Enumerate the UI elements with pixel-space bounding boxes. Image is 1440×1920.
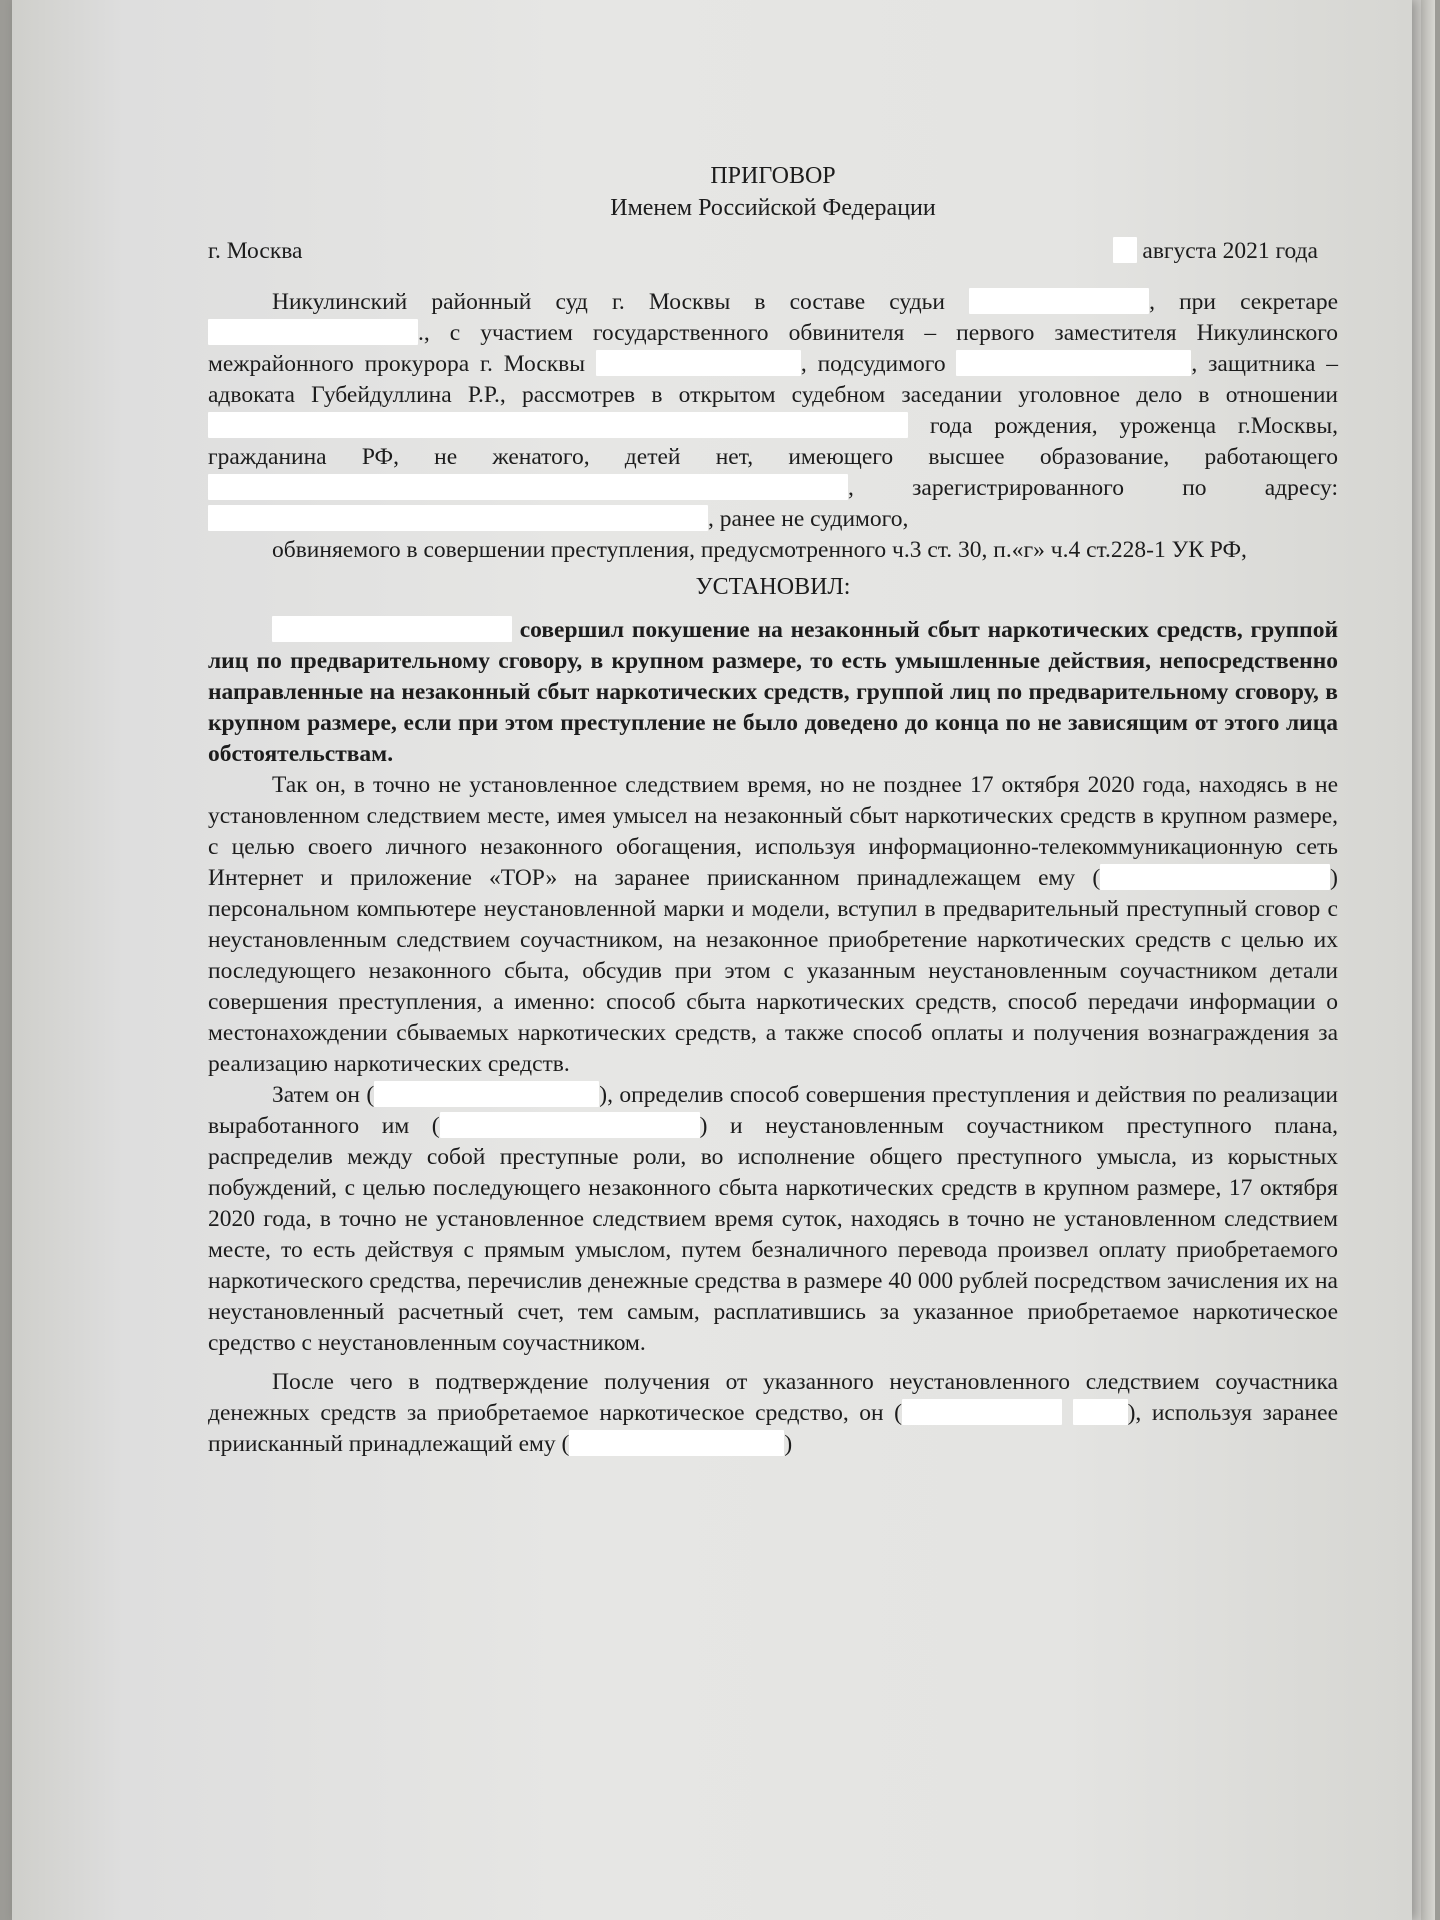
- paragraph-text: Так он, в точно не установленное следствием время, но не позднее 17 октября 2020 года, находясь в не установленном следствием месте, имея умысел на незаконный сбыт наркотических средств в крупном размере, с целью своего личного незаконного обогащения, используя информационно-телекоммуникационную сеть Интернет и приложение «ТОР» на заранее приисканном принадлежащем ему (: [208, 772, 1338, 891]
- redaction: [374, 1081, 599, 1107]
- intro-text: ., с участием государственного обвинителя – первого заместителя Никулинского межрайонного прокурора г. Москвы: [208, 320, 1338, 377]
- intro-text: Никулинский районный суд г. Москвы в составе судьи: [272, 289, 945, 315]
- document-title: ПРИГОВОР: [710, 163, 836, 189]
- city: г. Москва: [208, 238, 303, 264]
- intro-text: года рождения, уроженца г.Москвы, гражданина РФ, не женатого, детей нет, имеющего высшее образование, работающего: [208, 413, 1339, 470]
- intro-text: , защитника – адвоката Губейдуллина Р.Р., рассмотрев в открытом судебном заседании уголовное дело в отношении: [208, 351, 1338, 408]
- redaction: [208, 319, 418, 345]
- paragraph-text: После чего в подтверждение получения от указанного неустановленного следствием соучастника денежных средств за приобретаемое наркотическое средство, он (: [208, 1369, 1338, 1426]
- redaction: [272, 616, 512, 642]
- paragraph-text: ), используя заранее приисканный принадлежащий ему (: [208, 1400, 1338, 1457]
- verdict-paragraph: [208, 615, 1338, 770]
- redaction: [902, 1399, 1062, 1425]
- paragraph-text: ) персональном компьютере неустановленной марки и модели, вступил в предварительный преступный сговор с неустановленным следствием соучастником, на незаконное приобретение наркотических средств с целью их последующего незаконного сбыта, обсудив при этом с указанным неустановленным соучастником детали совершения преступления, а именно: способ сбыта наркотических средств, способ передачи информации о местонахождении сбываемых наркотических средств, а также способ оплаты и получения вознаграждения за реализацию наркотических средств.: [208, 865, 1338, 1077]
- redaction: [208, 412, 908, 438]
- redaction: [440, 1112, 700, 1138]
- facts-paragraph-2: [208, 1080, 1338, 1359]
- date-group: [1113, 236, 1318, 267]
- intro-text: , ранее не судимого,: [708, 506, 909, 532]
- paragraph-text: ): [784, 1431, 793, 1457]
- redaction: [208, 505, 708, 531]
- redaction: [569, 1430, 784, 1456]
- intro-paragraph: [208, 287, 1338, 535]
- document-subtitle: Именем Российской Федерации: [610, 195, 936, 221]
- redaction: [1073, 1399, 1128, 1425]
- redaction: [1113, 237, 1137, 263]
- verdict-text: совершил покушение на незаконный сбыт наркотических средств, группой лиц по предварительному сговору, в крупном размере, то есть умышленные действия, непосредственно направленные на незаконный сбыт наркотических средств, группой лиц по предварительному сговору, в крупном размере, если при этом преступление не было доведено до конца по не зависящим от этого лица обстоятельствам.: [208, 617, 1339, 767]
- section-heading: УСТАНОВИЛ:: [695, 574, 851, 600]
- paragraph-text: Затем он (: [272, 1082, 375, 1108]
- facts-paragraph-1: [208, 770, 1338, 1080]
- intro-text: , подсудимого: [800, 351, 946, 377]
- redaction: [596, 350, 801, 376]
- redaction: [969, 288, 1149, 314]
- intro-text: , зарегистрированного по адресу:: [848, 475, 1338, 501]
- document-page: [12, 0, 1412, 1920]
- redaction: [956, 350, 1191, 376]
- facts-paragraph-3: [208, 1367, 1338, 1460]
- redaction: [1100, 864, 1330, 890]
- redaction: [208, 474, 848, 500]
- paragraph-text: ) и неустановленным соучастником преступного плана, распределив между собой преступные роли, во исполнение общего преступного умысла, из корыстных побуждений, с целью последующего незаконного сбыта наркотических средств в крупном размере, 17 октября 2020 года, в точно не установленное следствием время суток, находясь в точно не установленном следствием месте, то есть действуя с прямым умыслом, путем безналичного перевода произвел оплату приобретаемого наркотического средства, перечислив денежные средства в размере 40 000 рублей посредством зачисления их на неустановленный расчетный счет, тем самым, расплатившись за указанное приобретаемое наркотическое средство с неустановленным соучастником.: [208, 1113, 1338, 1356]
- date: августа 2021 года: [1142, 238, 1318, 264]
- document-body: [208, 160, 1338, 1460]
- intro-text: , при секретаре: [1149, 289, 1338, 315]
- place-date-row: [208, 236, 1338, 267]
- page-edge: [1421, 0, 1435, 1920]
- paragraph-text: ), определив способ совершения преступления и действия по реализации выработанного им (: [208, 1082, 1338, 1139]
- charge-paragraph: обвиняемого в совершении преступления, предусмотренного ч.3 ст. 30, п.«г» ч.4 ст.228-1 УК РФ,: [272, 537, 1247, 563]
